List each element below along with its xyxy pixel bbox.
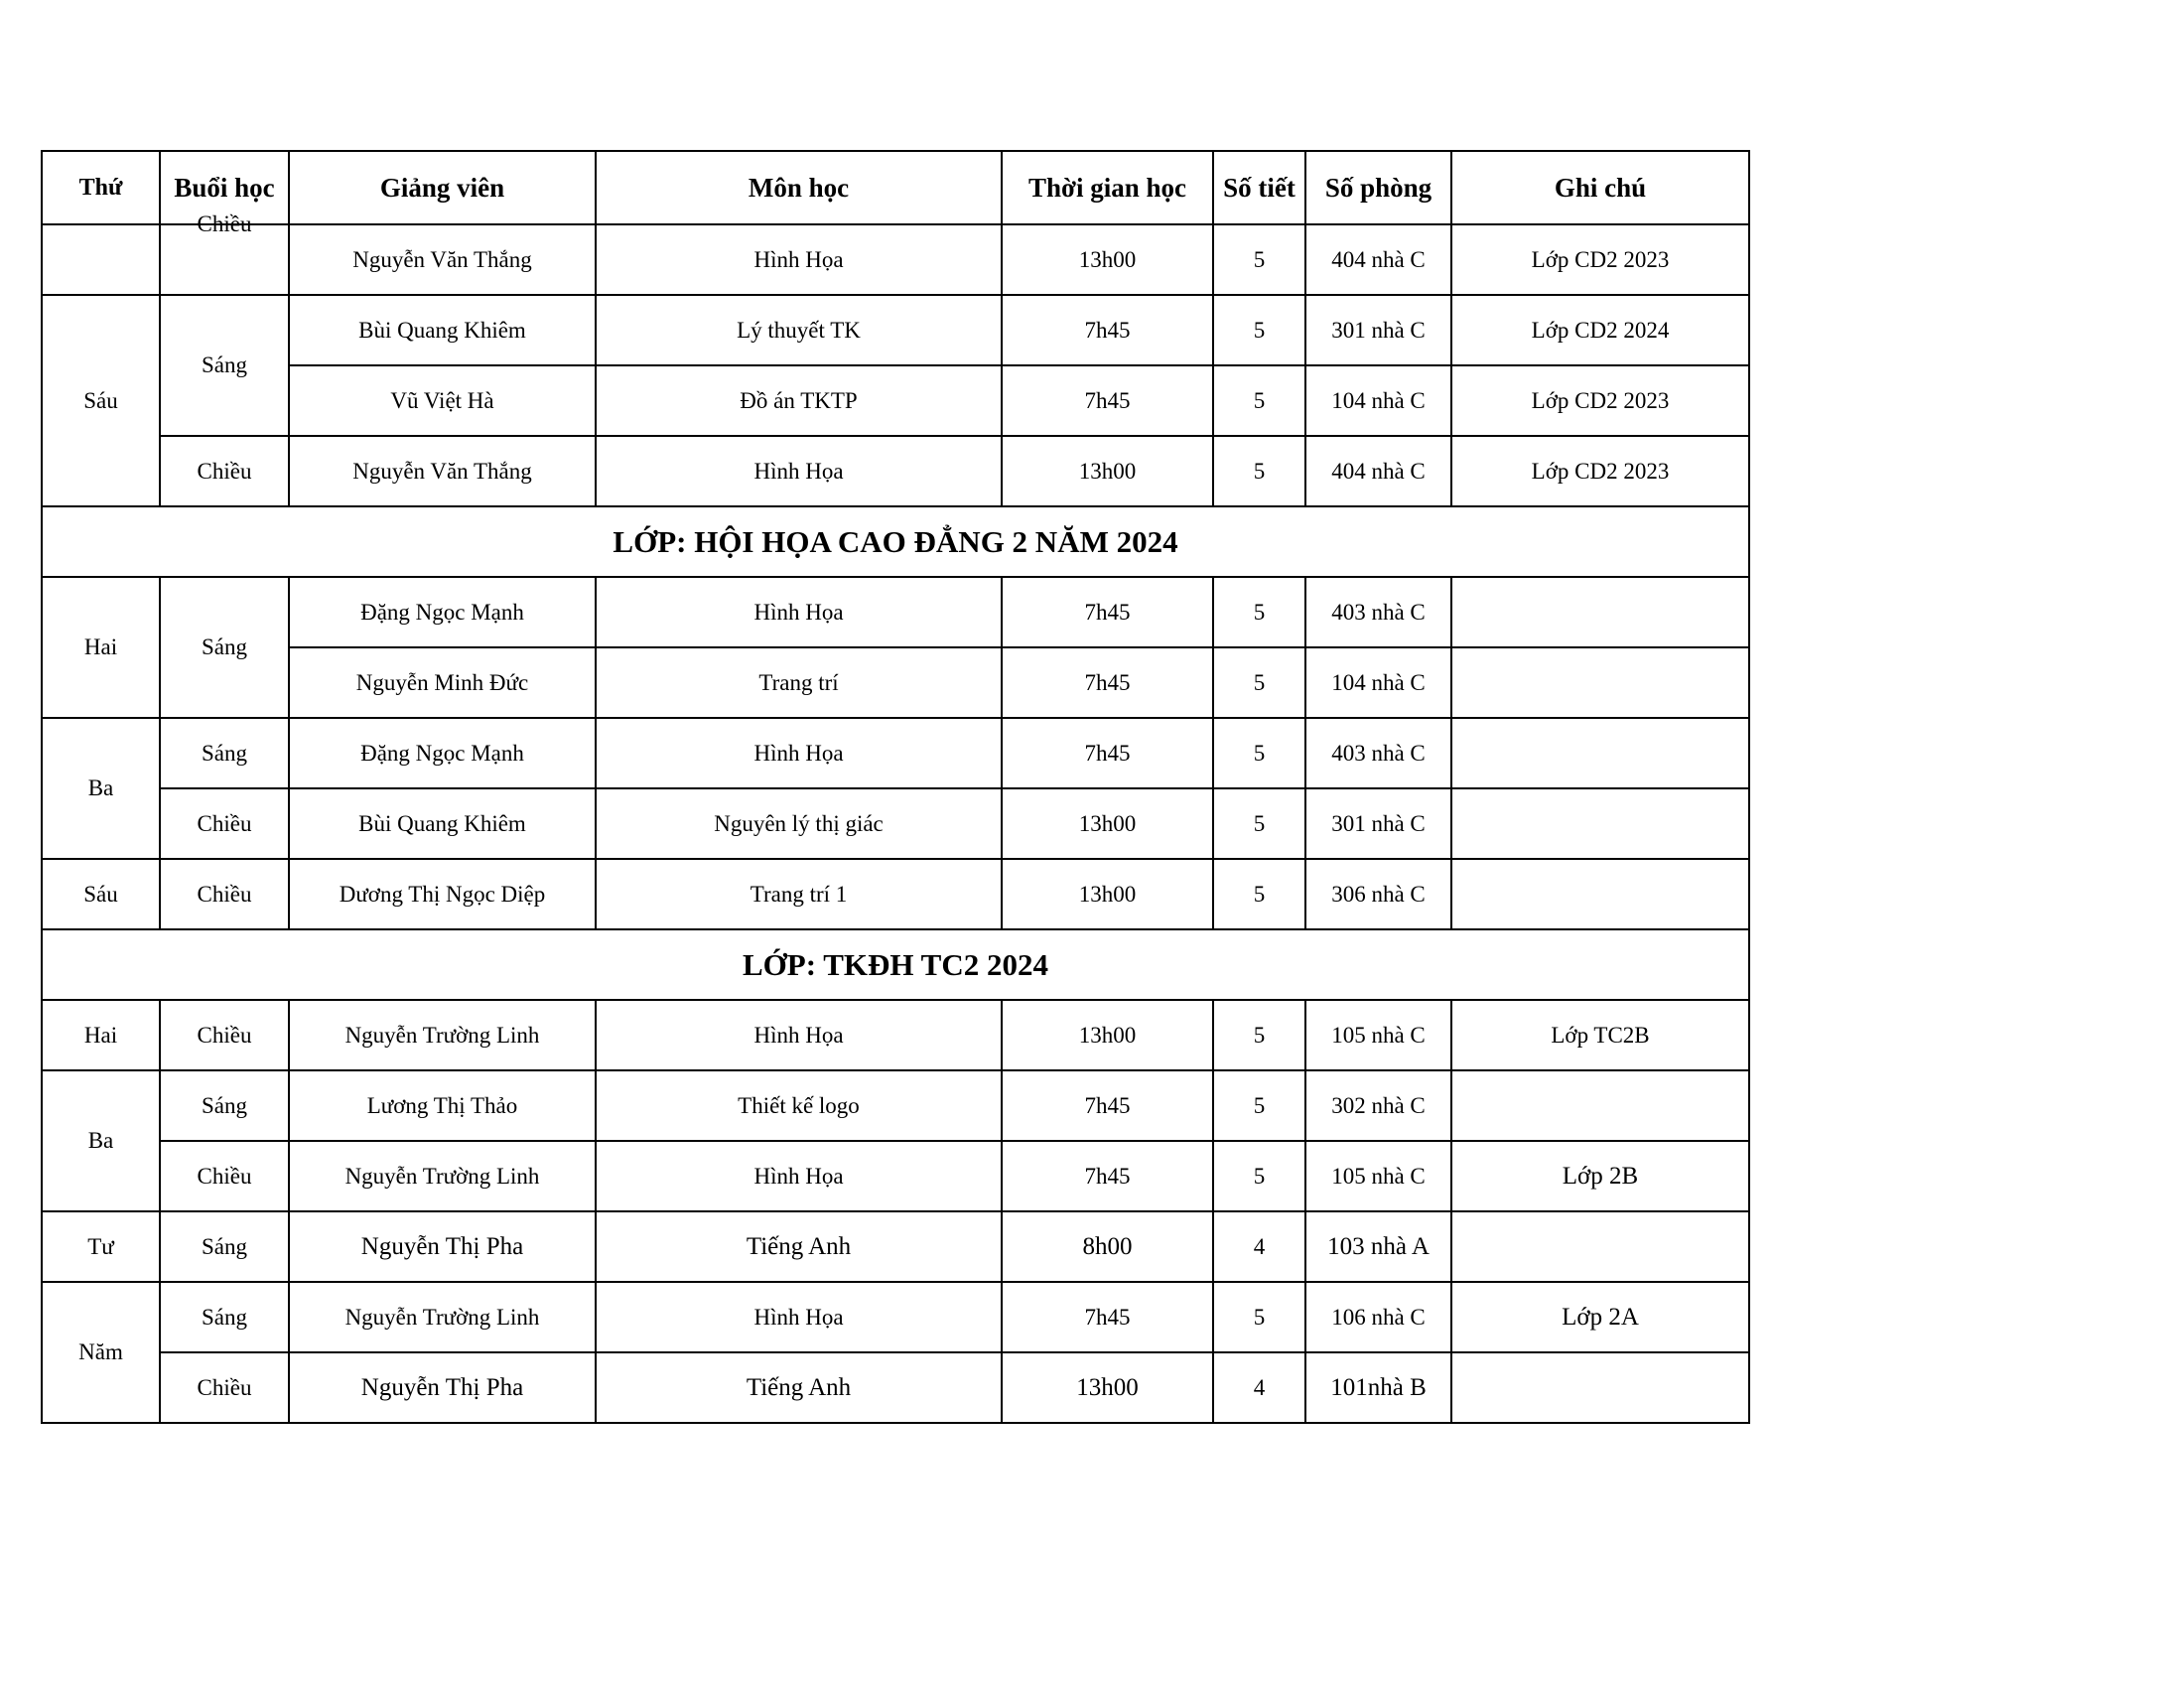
cell-so-phong: 404 nhà C — [1305, 436, 1451, 506]
cell-ghi-chu — [1451, 577, 1749, 647]
table-row — [42, 788, 1749, 859]
section-title-hoi-hoa: LỚP: HỘI HỌA CAO ĐẲNG 2 NĂM 2024 — [42, 506, 1749, 577]
cell-giang-vien: Đặng Ngọc Mạnh — [289, 577, 596, 647]
cell-so-phong: 104 nhà C — [1305, 647, 1451, 718]
cell-buoi: Sáng — [160, 1282, 289, 1352]
cell-mon-hoc: Hình Họa — [596, 718, 1002, 788]
cell-ghi-chu: Lớp 2A — [1451, 1282, 1749, 1352]
cell-so-phong: 302 nhà C — [1305, 1070, 1451, 1141]
cell-so-tiet: 5 — [1213, 224, 1305, 295]
table-row — [42, 647, 1749, 718]
schedule-table — [41, 150, 1750, 1424]
cell-giang-vien: Nguyễn Văn Thắng — [289, 224, 596, 295]
cell-giang-vien: Nguyễn Thị Pha — [289, 1352, 596, 1423]
header-buoi-hoc: Buổi học — [160, 151, 289, 224]
cell-thu: Hai — [42, 1000, 160, 1070]
cell-ghi-chu: Lớp CD2 2023 — [1451, 436, 1749, 506]
cell-thoi-gian: 13h00 — [1002, 436, 1213, 506]
cell-buoi-cut — [160, 211, 289, 295]
table-row — [42, 1352, 1749, 1423]
header-mon-hoc: Môn học — [596, 151, 1002, 224]
cell-thoi-gian: 13h00 — [1002, 1000, 1213, 1070]
cell-buoi: Sáng — [160, 1070, 289, 1141]
cell-thoi-gian: 7h45 — [1002, 365, 1213, 436]
cell-thoi-gian: 13h00 — [1002, 224, 1213, 295]
table-row — [42, 718, 1749, 788]
cell-ghi-chu — [1451, 1070, 1749, 1141]
cell-so-tiet: 5 — [1213, 647, 1305, 718]
cell-so-phong: 403 nhà C — [1305, 718, 1451, 788]
cell-giang-vien: Bùi Quang Khiêm — [289, 295, 596, 365]
cell-giang-vien: Vũ Việt Hà — [289, 365, 596, 436]
cell-giang-vien: Nguyễn Trường Linh — [289, 1282, 596, 1352]
table-row — [42, 859, 1749, 929]
cell-buoi: Sáng — [160, 295, 289, 436]
cell-mon-hoc: Hình Họa — [596, 1282, 1002, 1352]
cell-giang-vien: Đặng Ngọc Mạnh — [289, 718, 596, 788]
table-row — [42, 1282, 1749, 1352]
cell-thoi-gian: 7h45 — [1002, 1070, 1213, 1141]
cell-giang-vien: Nguyễn Trường Linh — [289, 1000, 596, 1070]
cell-thu: Ba — [42, 1070, 160, 1211]
table-row — [42, 436, 1749, 506]
cell-mon-hoc: Tiếng Anh — [596, 1211, 1002, 1282]
cell-buoi: Chiều — [160, 1000, 289, 1070]
cell-giang-vien: Bùi Quang Khiêm — [289, 788, 596, 859]
cell-thoi-gian: 7h45 — [1002, 718, 1213, 788]
cell-mon-hoc: Thiết kế logo — [596, 1070, 1002, 1141]
cell-buoi: Chiều — [160, 1141, 289, 1211]
cell-so-tiet: 5 — [1213, 295, 1305, 365]
cell-buoi: Chiều — [160, 1352, 289, 1423]
cell-buoi: Sáng — [160, 577, 289, 718]
cell-so-phong: 103 nhà A — [1305, 1211, 1451, 1282]
cell-thu: Tư — [42, 1211, 160, 1282]
table-row — [42, 1070, 1749, 1141]
cell-mon-hoc: Nguyên lý thị giác — [596, 788, 1002, 859]
cell-so-phong: 105 nhà C — [1305, 1141, 1451, 1211]
cell-so-tiet: 5 — [1213, 859, 1305, 929]
table-row — [42, 365, 1749, 436]
cell-buoi: Chiều — [160, 859, 289, 929]
cell-ghi-chu: Lớp CD2 2023 — [1451, 224, 1749, 295]
cell-buoi: Sáng — [160, 718, 289, 788]
cell-so-tiet: 4 — [1213, 1211, 1305, 1282]
cell-mon-hoc: Trang trí 1 — [596, 859, 1002, 929]
cell-thoi-gian: 8h00 — [1002, 1211, 1213, 1282]
cell-so-tiet: 5 — [1213, 788, 1305, 859]
cell-ghi-chu: Lớp CD2 2023 — [1451, 365, 1749, 436]
cell-thu — [42, 224, 160, 295]
cell-so-tiet: 5 — [1213, 436, 1305, 506]
cell-mon-hoc: Hình Họa — [596, 1000, 1002, 1070]
cell-ghi-chu — [1451, 647, 1749, 718]
cell-ghi-chu — [1451, 718, 1749, 788]
cell-thoi-gian: 7h45 — [1002, 577, 1213, 647]
cell-ghi-chu: Lớp 2B — [1451, 1141, 1749, 1211]
table-row — [42, 577, 1749, 647]
cell-thoi-gian: 13h00 — [1002, 859, 1213, 929]
cell-mon-hoc: Tiếng Anh — [596, 1352, 1002, 1423]
cell-ghi-chu — [1451, 859, 1749, 929]
cell-so-phong: 106 nhà C — [1305, 1282, 1451, 1352]
table-row — [42, 1000, 1749, 1070]
cell-ghi-chu — [1451, 1211, 1749, 1282]
cut-session-text: Chiều — [197, 211, 252, 236]
header-thoi-gian: Thời gian học — [1002, 151, 1213, 224]
header-thu: Thứ — [42, 151, 160, 224]
cell-giang-vien: Nguyễn Trường Linh — [289, 1141, 596, 1211]
cell-thu: Sáu — [42, 859, 160, 929]
cell-thu: Ba — [42, 718, 160, 859]
cell-so-phong: 101nhà B — [1305, 1352, 1451, 1423]
cell-thu: Năm — [42, 1282, 160, 1423]
cell-so-phong: 404 nhà C — [1305, 224, 1451, 295]
cell-giang-vien: Nguyễn Minh Đức — [289, 647, 596, 718]
cell-giang-vien: Nguyễn Thị Pha — [289, 1211, 596, 1282]
cell-thu: Sáu — [42, 295, 160, 506]
header-so-tiet: Số tiết — [1213, 151, 1305, 224]
cell-so-phong: 104 nhà C — [1305, 365, 1451, 436]
cell-thoi-gian: 7h45 — [1002, 1282, 1213, 1352]
table-row — [42, 1211, 1749, 1282]
cell-thoi-gian: 13h00 — [1002, 788, 1213, 859]
cell-mon-hoc: Trang trí — [596, 647, 1002, 718]
cell-so-phong: 306 nhà C — [1305, 859, 1451, 929]
cell-thu: Hai — [42, 577, 160, 718]
table-row — [42, 1141, 1749, 1211]
cell-ghi-chu: Lớp CD2 2024 — [1451, 295, 1749, 365]
cell-ghi-chu — [1451, 1352, 1749, 1423]
cell-so-phong: 105 nhà C — [1305, 1000, 1451, 1070]
cell-mon-hoc: Lý thuyết TK — [596, 295, 1002, 365]
cell-so-tiet: 5 — [1213, 1282, 1305, 1352]
cell-thoi-gian: 7h45 — [1002, 1141, 1213, 1211]
cell-mon-hoc: Hình Họa — [596, 1141, 1002, 1211]
cell-buoi: Chiều — [160, 788, 289, 859]
cell-so-phong: 301 nhà C — [1305, 788, 1451, 859]
cell-buoi: Sáng — [160, 1211, 289, 1282]
cell-thoi-gian: 7h45 — [1002, 295, 1213, 365]
cell-giang-vien: Nguyễn Văn Thắng — [289, 436, 596, 506]
section-title-tkdh: LỚP: TKĐH TC2 2024 — [42, 929, 1749, 1000]
cell-so-phong: 403 nhà C — [1305, 577, 1451, 647]
table-row — [42, 295, 1749, 365]
cell-thoi-gian: 13h00 — [1002, 1352, 1213, 1423]
cell-mon-hoc: Hình Họa — [596, 224, 1002, 295]
cell-ghi-chu: Lớp TC2B — [1451, 1000, 1749, 1070]
cell-so-tiet: 5 — [1213, 365, 1305, 436]
cell-so-tiet: 5 — [1213, 718, 1305, 788]
section-row — [42, 506, 1749, 577]
cell-so-tiet: 5 — [1213, 577, 1305, 647]
header-giang-vien: Giảng viên — [289, 151, 596, 224]
cell-mon-hoc: Đồ án TKTP — [596, 365, 1002, 436]
cell-so-phong: 301 nhà C — [1305, 295, 1451, 365]
header-row — [42, 151, 1749, 224]
cell-giang-vien: Dương Thị Ngọc Diệp — [289, 859, 596, 929]
cell-ghi-chu — [1451, 788, 1749, 859]
cell-mon-hoc: Hình Họa — [596, 577, 1002, 647]
cell-so-tiet: 5 — [1213, 1070, 1305, 1141]
section-row — [42, 929, 1749, 1000]
cell-buoi: Chiều — [160, 436, 289, 506]
header-so-phong: Số phòng — [1305, 151, 1451, 224]
cell-giang-vien: Lương Thị Thảo — [289, 1070, 596, 1141]
header-ghi-chu: Ghi chú — [1451, 151, 1749, 224]
cell-so-tiet: 5 — [1213, 1000, 1305, 1070]
cell-so-tiet: 4 — [1213, 1352, 1305, 1423]
cell-thoi-gian: 7h45 — [1002, 647, 1213, 718]
table-row — [42, 224, 1749, 295]
cell-so-tiet: 5 — [1213, 1141, 1305, 1211]
cell-mon-hoc: Hình Họa — [596, 436, 1002, 506]
